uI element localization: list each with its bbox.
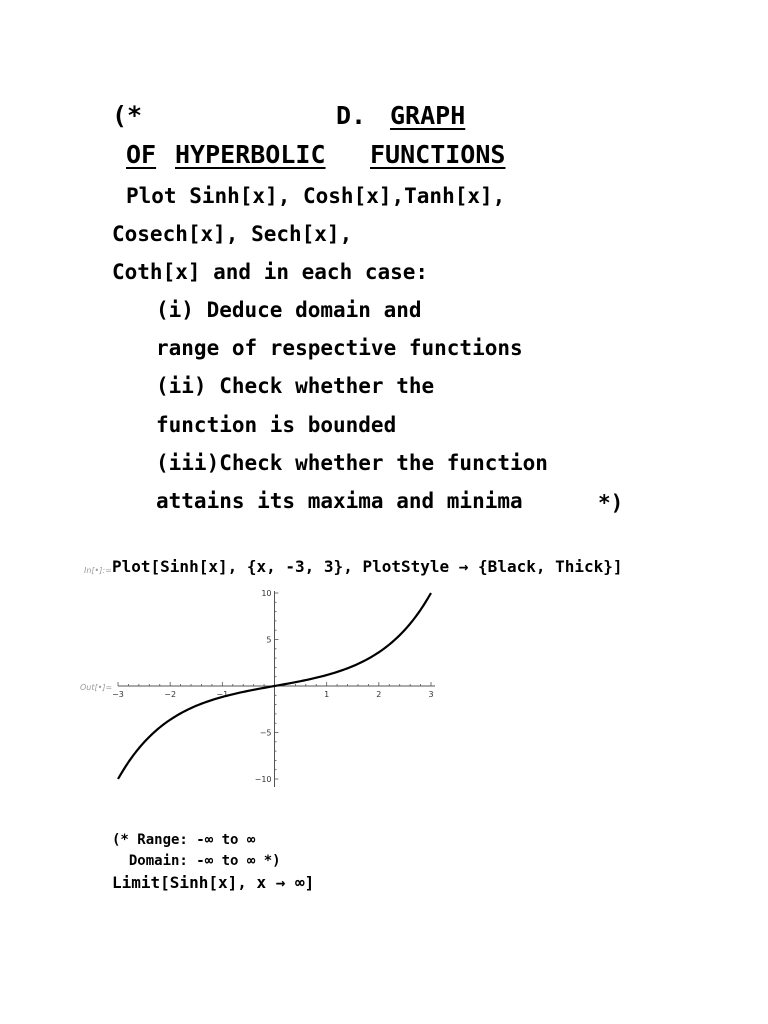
heading-word-of: OF xyxy=(126,140,157,169)
x-tick-label: −3 xyxy=(112,690,124,699)
body-line: (i) Deduce domain and xyxy=(156,298,422,322)
heading-word-hyperbolic: HYPERBOLIC xyxy=(175,140,326,169)
body-line: (iii)Check whether the function xyxy=(156,451,548,475)
sinh-plot xyxy=(110,583,450,793)
x-tick-label: −1 xyxy=(216,690,229,699)
body-line: (ii) Check whether the xyxy=(156,374,435,398)
body-line: attains its maxima and minima xyxy=(156,489,523,513)
y-tick-label: 5 xyxy=(266,635,272,645)
note-line: Domain: -∞ to ∞ *) xyxy=(112,853,281,869)
y-tick-label: 10 xyxy=(261,589,272,598)
limit-cell-code[interactable]: Limit[Sinh[x], x → ∞] xyxy=(112,873,315,892)
input-cell-label: In[•]:= xyxy=(84,566,112,575)
x-tick-label: −2 xyxy=(164,690,177,699)
y-tick-label: −10 xyxy=(254,775,272,784)
y-tick-label: −5 xyxy=(259,728,272,738)
heading-prefix: D. xyxy=(336,101,367,130)
body-line: range of respective functions xyxy=(156,336,523,360)
body-line: function is bounded xyxy=(156,413,397,437)
comment-open: (* xyxy=(112,101,143,130)
body-line: Coth[x] and in each case: xyxy=(112,260,429,284)
x-tick-label: 1 xyxy=(324,690,330,699)
input-cell-code[interactable]: Plot[Sinh[x], {x, -3, 3}, PlotStyle → {Black, Thick}] xyxy=(112,557,623,576)
body-line: Plot Sinh[x], Cosh[x],Tanh[x], xyxy=(126,184,506,208)
comment-close: *) xyxy=(598,491,624,515)
x-tick-label: 2 xyxy=(376,690,382,699)
x-tick-label: 3 xyxy=(428,690,434,699)
output-cell-label: Out[•]= xyxy=(80,683,113,692)
heading-word-functions: FUNCTIONS xyxy=(370,140,506,169)
note-line: (* Range: -∞ to ∞ xyxy=(112,832,256,848)
heading-word-graph: GRAPH xyxy=(390,101,466,130)
body-line: Cosech[x], Sech[x], xyxy=(112,222,353,246)
